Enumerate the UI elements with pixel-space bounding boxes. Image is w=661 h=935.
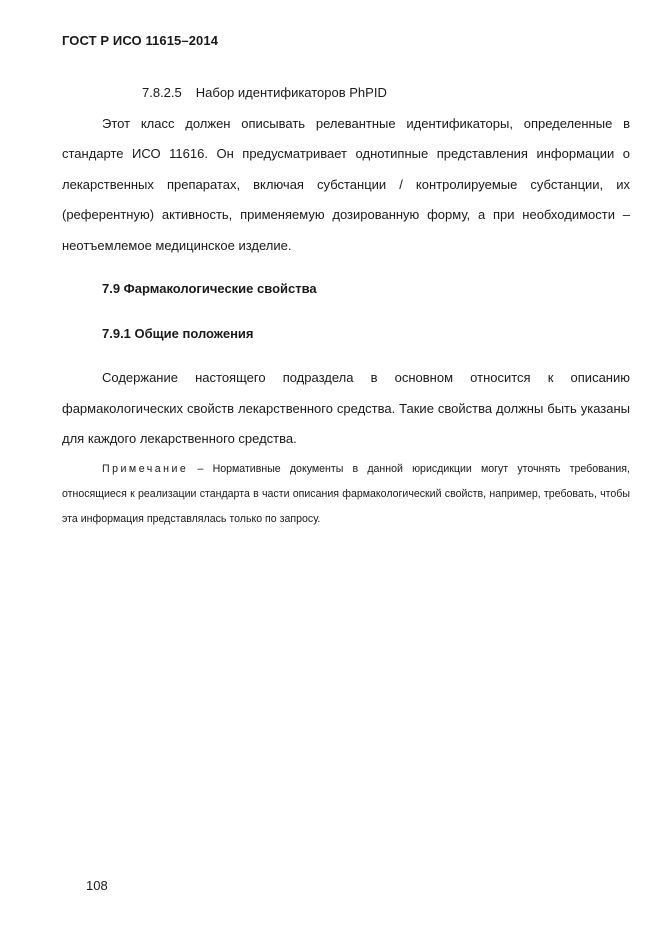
subsection-number: 7.8.2.5 — [142, 85, 182, 100]
spacer — [62, 261, 630, 274]
note-label: Примечание — [102, 462, 189, 475]
spacer — [62, 305, 630, 319]
page-number: 108 — [86, 878, 108, 893]
document-content — [62, 78, 630, 532]
note-paragraph — [62, 457, 630, 532]
spacer — [62, 349, 630, 363]
paragraph-phpid: Этот класс должен описывать релевантные идентификаторы, определенные в стандарте ИСО 11616. Он предусматривает однотипные представления информации о лекарственных препаратах, включая субстанции / контролируемые субстанции, их (референтную) активность, применяемую дозированную форму, а при необходимости – неотъемлемое медицинское изделие. — [62, 115, 630, 253]
subsection-title-text: Набор идентификаторов PhPID — [195, 85, 387, 100]
paragraph-general-provisions: Содержание настоящего подраздела в основном относится к описанию фармакологических свойств лекарственного средства. Такие свойства должны быть указаны для каждого лекарственного средства. — [62, 370, 630, 446]
note-text: – Нормативные документы в данной юрисдикции могут уточнять требования, относящиеся к реализации стандарта в части описания фармакологический свойств, например, требовать, чтобы эта информация представлялась только по запросу. — [62, 462, 630, 525]
document-header: ГОСТ Р ИСО 11615–2014 — [62, 33, 219, 48]
subsection-title-7-8-2-5 — [62, 78, 630, 109]
section-heading-7-9: 7.9 Фармакологические свойства — [102, 281, 317, 296]
section-heading-7-9-1: 7.9.1 Общие положения — [102, 325, 254, 341]
